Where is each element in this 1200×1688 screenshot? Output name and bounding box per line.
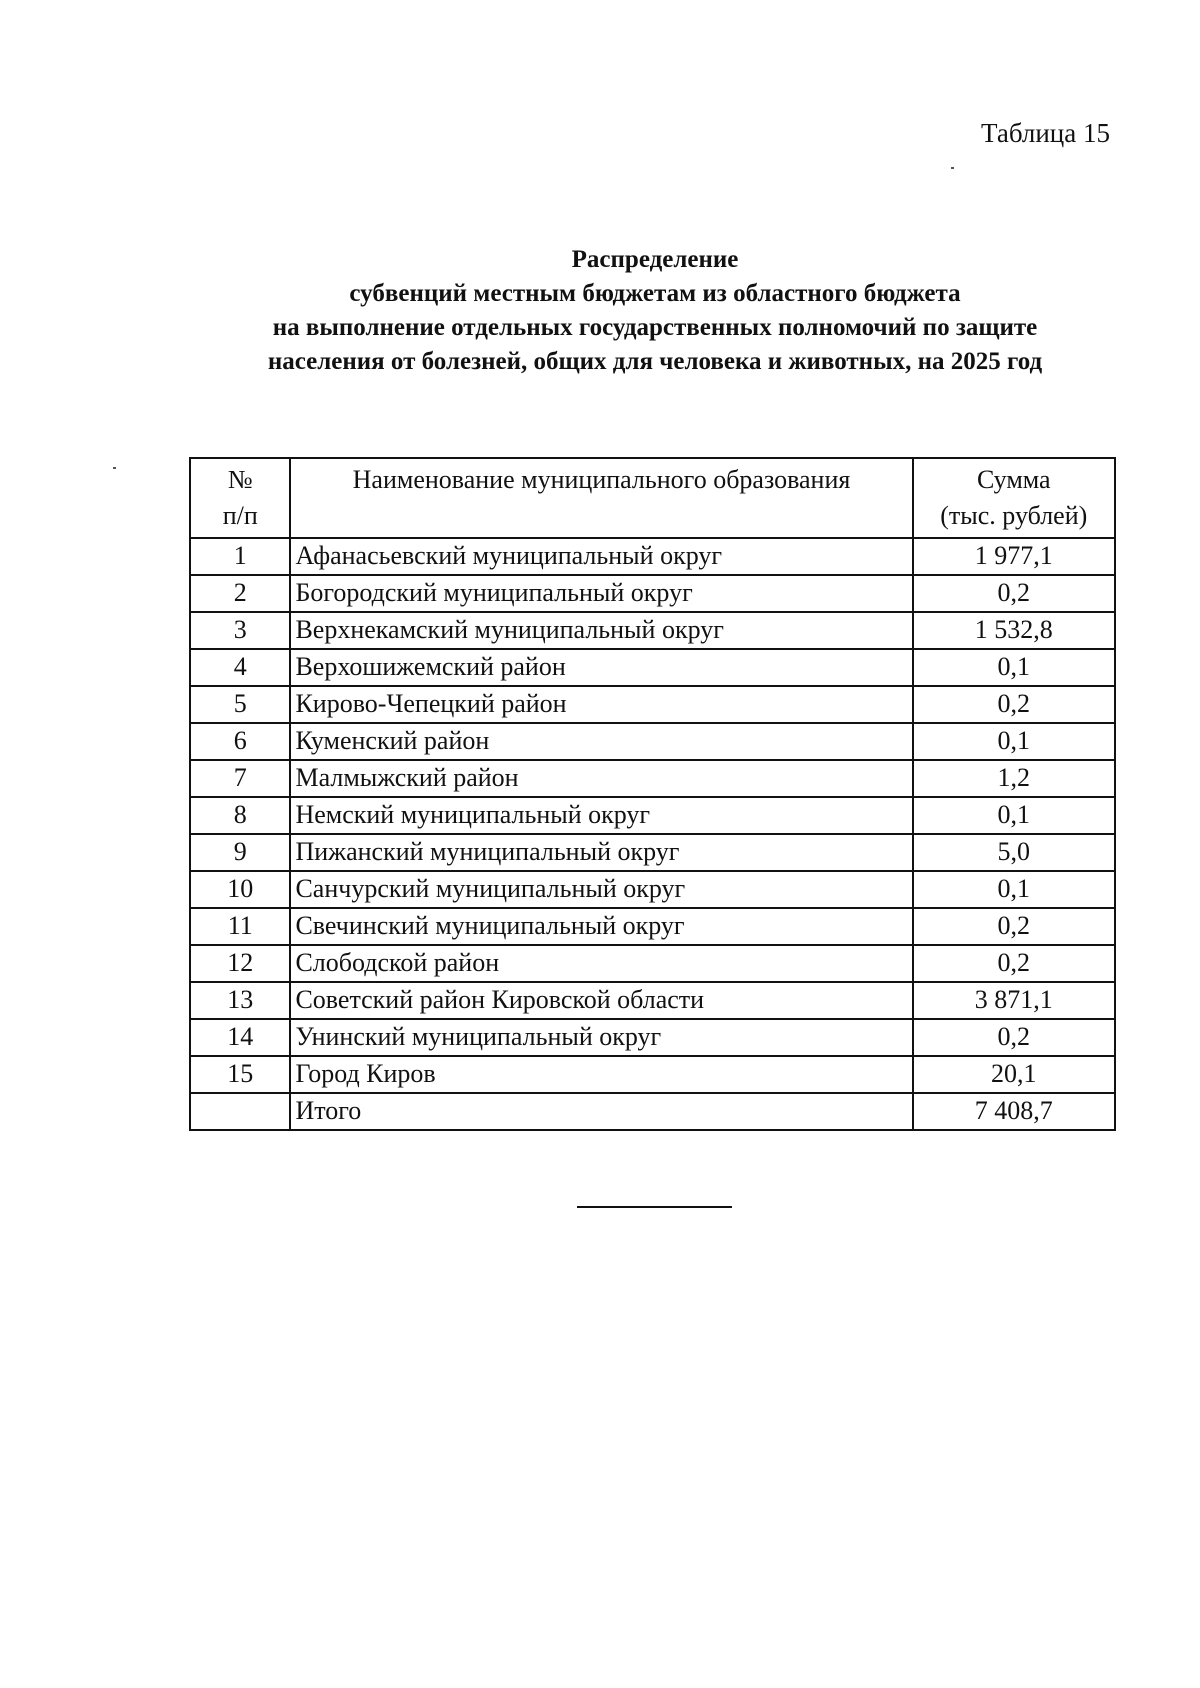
row-number-cell: 14 xyxy=(190,1019,290,1056)
distribution-table xyxy=(189,457,1116,1131)
row-name-cell: Богородский муниципальный округ xyxy=(290,575,912,612)
row-sum-cell: 0,2 xyxy=(913,686,1115,723)
table-row xyxy=(190,723,1115,760)
table-number-label: Таблица 15 xyxy=(981,118,1110,148)
title-line: Распределение xyxy=(571,246,739,273)
title-line: субвенций местным бюджетам из областного бюджета xyxy=(349,280,961,307)
row-number-cell: 2 xyxy=(190,575,290,612)
table-row xyxy=(190,686,1115,723)
row-number-cell: 15 xyxy=(190,1056,290,1093)
row-sum-cell: 0,2 xyxy=(913,575,1115,612)
row-name-cell: Малмыжский район xyxy=(290,760,912,797)
scan-speck xyxy=(951,167,954,169)
document-title xyxy=(0,243,1200,379)
table-row xyxy=(190,1019,1115,1056)
row-name-cell: Кирово-Чепецкий район xyxy=(290,686,912,723)
table-row xyxy=(190,649,1115,686)
row-sum-cell: 0,1 xyxy=(913,649,1115,686)
table-row xyxy=(190,982,1115,1019)
title-line: населения от болезней, общих для человека и животных, на 2025 год xyxy=(267,348,1043,375)
row-name-cell: Унинский муниципальный округ xyxy=(290,1019,912,1056)
table-total-row xyxy=(190,1093,1115,1130)
table-body xyxy=(190,538,1115,1130)
row-number-cell: 9 xyxy=(190,834,290,871)
row-number-cell: 11 xyxy=(190,908,290,945)
row-name-cell: Советский район Кировской области xyxy=(290,982,912,1019)
table-row xyxy=(190,871,1115,908)
header-number: № п/п xyxy=(190,458,290,538)
row-sum-cell: 0,1 xyxy=(913,871,1115,908)
table-row xyxy=(190,575,1115,612)
row-number-cell: 13 xyxy=(190,982,290,1019)
row-sum-cell: 3 871,1 xyxy=(913,982,1115,1019)
row-name-cell: Верхошижемский район xyxy=(290,649,912,686)
row-name-cell: Пижанский муниципальный округ xyxy=(290,834,912,871)
end-divider-line xyxy=(577,1206,732,1208)
table-row xyxy=(190,834,1115,871)
table-header-row xyxy=(190,458,1115,538)
row-name-cell: Свечинский муниципальный округ xyxy=(290,908,912,945)
row-sum-cell: 0,1 xyxy=(913,797,1115,834)
table-row xyxy=(190,797,1115,834)
row-sum-cell: 1 532,8 xyxy=(913,612,1115,649)
table-row xyxy=(190,1056,1115,1093)
row-sum-cell: 0,2 xyxy=(913,1019,1115,1056)
table-row xyxy=(190,908,1115,945)
row-number-cell xyxy=(190,1093,290,1130)
row-sum-cell: 7 408,7 xyxy=(913,1093,1115,1130)
row-sum-cell: 5,0 xyxy=(913,834,1115,871)
row-name-cell: Немский муниципальный округ xyxy=(290,797,912,834)
table-row xyxy=(190,538,1115,575)
header-sum: Сумма (тыс. рублей) xyxy=(913,458,1115,538)
row-number-cell: 1 xyxy=(190,538,290,575)
row-number-cell: 3 xyxy=(190,612,290,649)
row-name-cell: Город Киров xyxy=(290,1056,912,1093)
title-line: на выполнение отдельных государственных полномочий по защите xyxy=(272,314,1038,341)
row-name-cell: Слободской район xyxy=(290,945,912,982)
row-number-cell: 5 xyxy=(190,686,290,723)
row-number-cell: 10 xyxy=(190,871,290,908)
row-sum-cell: 0,1 xyxy=(913,723,1115,760)
row-sum-cell: 0,2 xyxy=(913,945,1115,982)
row-name-cell: Верхнекамский муниципальный округ xyxy=(290,612,912,649)
row-number-cell: 12 xyxy=(190,945,290,982)
row-sum-cell: 0,2 xyxy=(913,908,1115,945)
row-number-cell: 7 xyxy=(190,760,290,797)
table-row xyxy=(190,945,1115,982)
row-sum-cell: 20,1 xyxy=(913,1056,1115,1093)
row-number-cell: 4 xyxy=(190,649,290,686)
header-name: Наименование муниципального образования xyxy=(290,458,912,538)
row-number-cell: 8 xyxy=(190,797,290,834)
scan-speck xyxy=(113,467,116,469)
row-name-cell: Санчурский муниципальный округ xyxy=(290,871,912,908)
row-sum-cell: 1 977,1 xyxy=(913,538,1115,575)
row-sum-cell: 1,2 xyxy=(913,760,1115,797)
row-name-cell: Куменский район xyxy=(290,723,912,760)
table-row xyxy=(190,760,1115,797)
row-number-cell: 6 xyxy=(190,723,290,760)
row-name-cell: Итого xyxy=(290,1093,912,1130)
table-row xyxy=(190,612,1115,649)
row-name-cell: Афанасьевский муниципальный округ xyxy=(290,538,912,575)
